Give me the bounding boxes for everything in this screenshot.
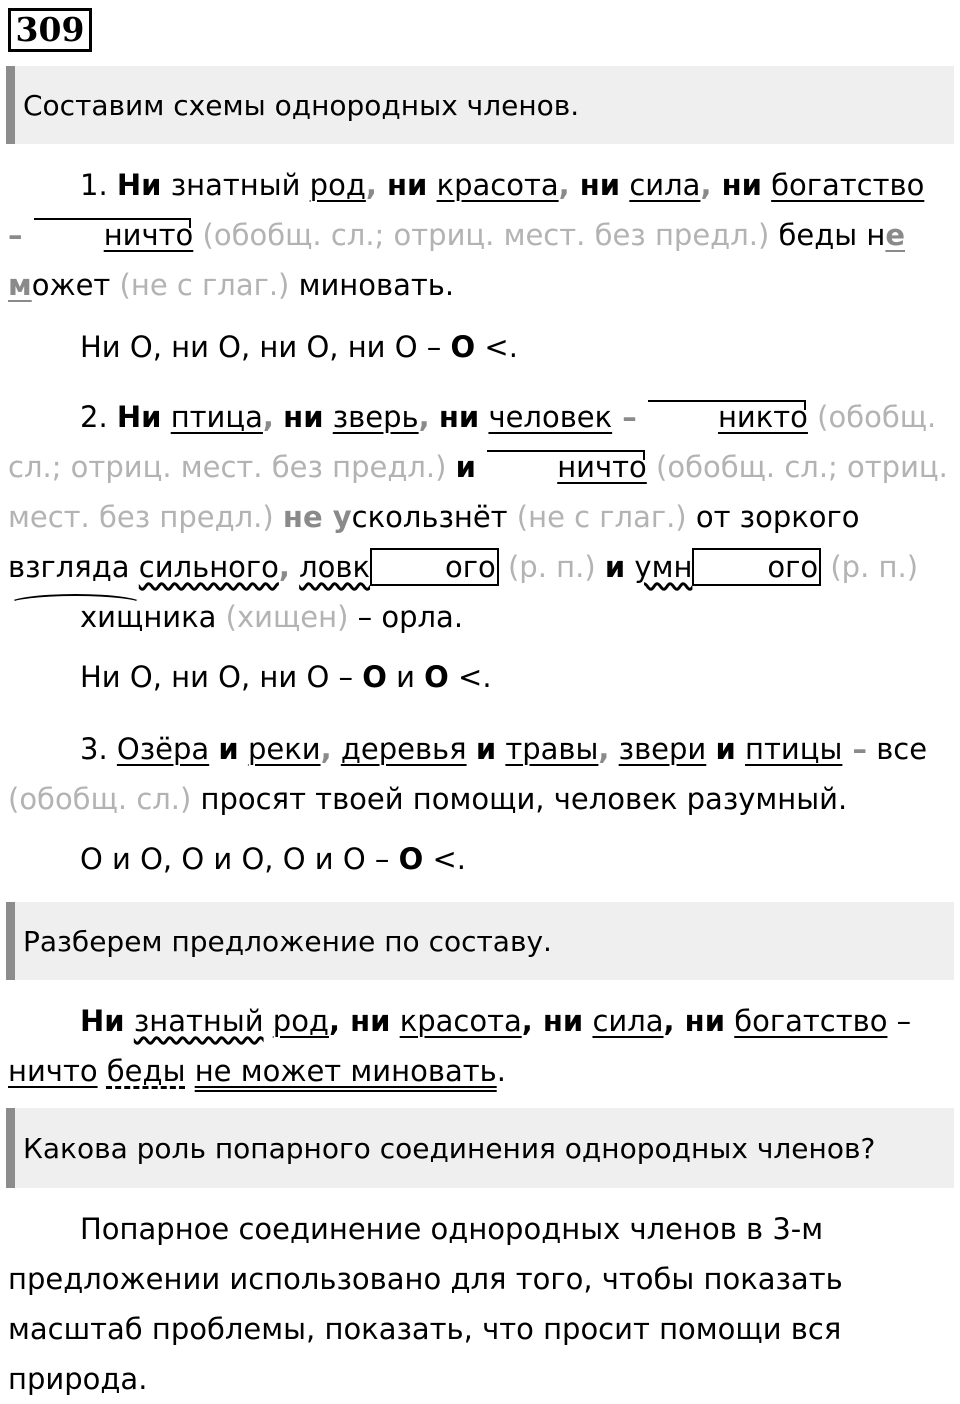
schema-2: Ни О, ни О, ни О – О и О <.: [80, 660, 492, 694]
header-text: Составим схемы однородных членов.: [23, 88, 580, 122]
header-text: Разберем предложение по составу.: [23, 924, 552, 958]
schema-1: Ни О, ни О, ни О, ни О – О <.: [80, 330, 518, 364]
section-header-question: [6, 1108, 954, 1188]
section-header-parse: [6, 902, 954, 980]
section-header-schemes: [6, 66, 954, 144]
ending-box: ого: [370, 548, 499, 586]
sentence-3: 3. Озёра и реки, деревья и травы, звери и птицы – все (обобщ. сл.) просят твоей помощи, человек разумный.: [8, 732, 928, 816]
parse-sentence: Ни знатный род, ни красота, ни сила, ни богатство – ничто беды не может миновать.: [8, 1004, 912, 1088]
header-text: Какова роль попарного соединения однородных членов?: [23, 1131, 876, 1165]
schema-3: О и О, О и О, О и О – О <.: [80, 842, 467, 876]
sentence-2: 2. Ни птица, ни зверь, ни человек – никто (обобщ. сл.; отриц. мест. без предл.) и ничто (обобщ. сл.; отриц. мест. без предл.) не ускользнёт (не с глаг.) от зоркого взгляда сильного, ловк ого (р. п.) и умн ого (р. п.) хищника (хищен) – орла.: [8, 392, 948, 642]
task-number: 309: [8, 8, 92, 52]
sentence-1: 1. Ни знатный род, ни красота, ни сила, ни богатство – ничто (обобщ. сл.; отриц. мест. без предл.) беды не может (не с глаг.) миновать.: [8, 168, 925, 302]
ending-box: ого: [692, 548, 821, 586]
answer-paragraph: Попарное соединение однородных членов в 3-м предложении использовано для того, чтобы показать масштаб проблемы, показать, что просит помощи вся природа.: [8, 1212, 843, 1396]
